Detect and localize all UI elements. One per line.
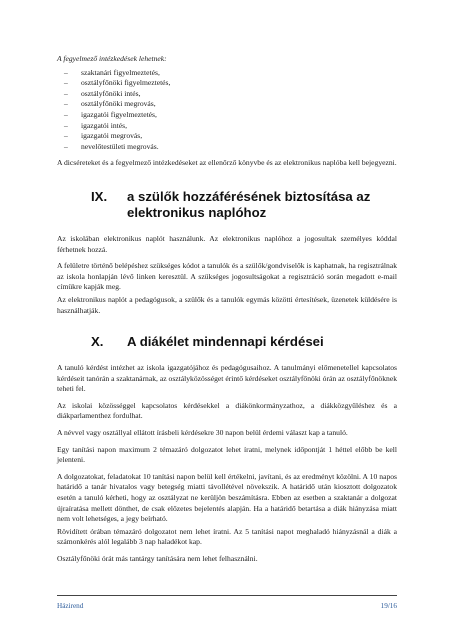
dash-bullet: – [64,131,68,141]
list-item: – nevelőtestületi megrovás. [64,141,159,151]
paragraph: Az iskolában elektronikus naplót használunk. Az elektronikus naplóhoz a jogosultak személyes kóddal férhetnek hozzá. [57,233,397,254]
list-item: – igazgatói megrovás, [64,131,143,141]
paragraph: Az elektronikus naplót a pedagógusok, a szülők és a tanulók egymás közötti értesítések, üzenetek küldésére is használhatják. [57,294,397,315]
list-item: – igazgatói intés, [64,120,127,130]
paragraph: A dicséreteket és a fegyelmező intézkedéseket az ellenőrző könyvbe és az elektronikus naplóba kell bejegyezni. [57,158,397,168]
section-heading-ix [57,189,397,221]
list-item: – osztályfőnöki figyelmeztetés, [64,78,171,88]
footer-document-title: Házirend [57,602,84,610]
dash-bullet: – [64,109,68,119]
section-number: IX. [91,188,108,204]
dash-bullet: – [64,120,68,130]
section-title: A diákélet mindennapi kérdései [127,334,324,350]
section-title: a szülők hozzáférésének biztosítása az elektronikus naplóhoz [127,188,371,220]
paragraph: Az iskolai közösséggel kapcsolatos kérdésekkel a diákönkormányzathoz, a diákközgyűléshez és a diákparlamenthez fordulhat. [57,400,397,421]
dash-bullet: – [64,141,68,151]
disciplinary-measures-list [57,68,397,153]
list-intro: A fegyelmező intézkedések lehetnek: [57,54,167,63]
paragraph: A dolgozatokat, feladatokat 10 tanítási napon belül kell értékelni, javítani, és az eredményt közölni. A 10 napos határidő a tanár hivatalos vagy betegség miatti távollétével növekszik. A határidő után kiosztott dolgozatok esetén a tanuló kérheti, hogy az osztályzat ne kerüljön beszámításra. Ebben az esetben a szaktanár a dolgozat újraíratása mellett dönthet, de csak előzetes bejelentés alapján. Ha a határidő betartása a diák hiányzása miatt nem volt lehetséges, a jegy beírható. [57,471,397,524]
footer-divider [57,595,397,596]
footer-page-number: 19/16 [380,602,397,610]
paragraph: Rövidített órában témazáró dolgozatot nem lehet íratni. Az 5 tanítási napot meghaladó hiányzásnál a diák a számonkérés alól legalább 3 nap haladékot kap. [57,526,397,547]
section-number: X. [91,334,104,350]
paragraph: A felületre történő belépéshez szükséges kódot a tanulók és a szülők/gondviselők is kaphatnak, ha regisztrálnak az iskola honlapján lévő linken keresztül. A szükséges jogosultságokat a regisztráció során megadott e-mail címükre kapják meg. [57,261,397,292]
paragraph: A névvel vagy osztállyal ellátott írásbeli kérdésekre 30 napon belül érdemi választ kap a tanuló. [57,428,348,438]
dash-bullet: – [64,99,68,109]
page-footer [57,602,397,610]
list-item: – igazgatói figyelmeztetés, [64,109,157,119]
dash-bullet: – [64,67,68,77]
section-heading-x [57,334,397,350]
dash-bullet: – [64,78,68,88]
dash-bullet: – [64,88,68,98]
page-content [57,54,397,571]
list-item: – szaktanári figyelmeztetés, [64,67,160,77]
list-item: – osztályfőnöki intés, [64,88,141,98]
paragraph: Egy tanítási napon maximum 2 témazáró dolgozatot lehet íratni, melynek időpontját 1 héttel előbb be kell jelenteni. [57,444,397,465]
paragraph: Osztályfőnöki órát más tantárgy tanítására nem lehet felhasználni. [57,554,258,563]
paragraph: A tanuló kérdést intézhet az iskola igazgatójához és pedagógusaihoz. A tanulmányi előmenetellel kapcsolatos kérdéseit tanórán a szaktanárnak, az osztályközösséget érintő kérdéseket osztályfőnöki órán az osztályfőnöknek teheti fel. [57,363,397,394]
list-item: – osztályfőnöki megrovás, [64,99,156,109]
